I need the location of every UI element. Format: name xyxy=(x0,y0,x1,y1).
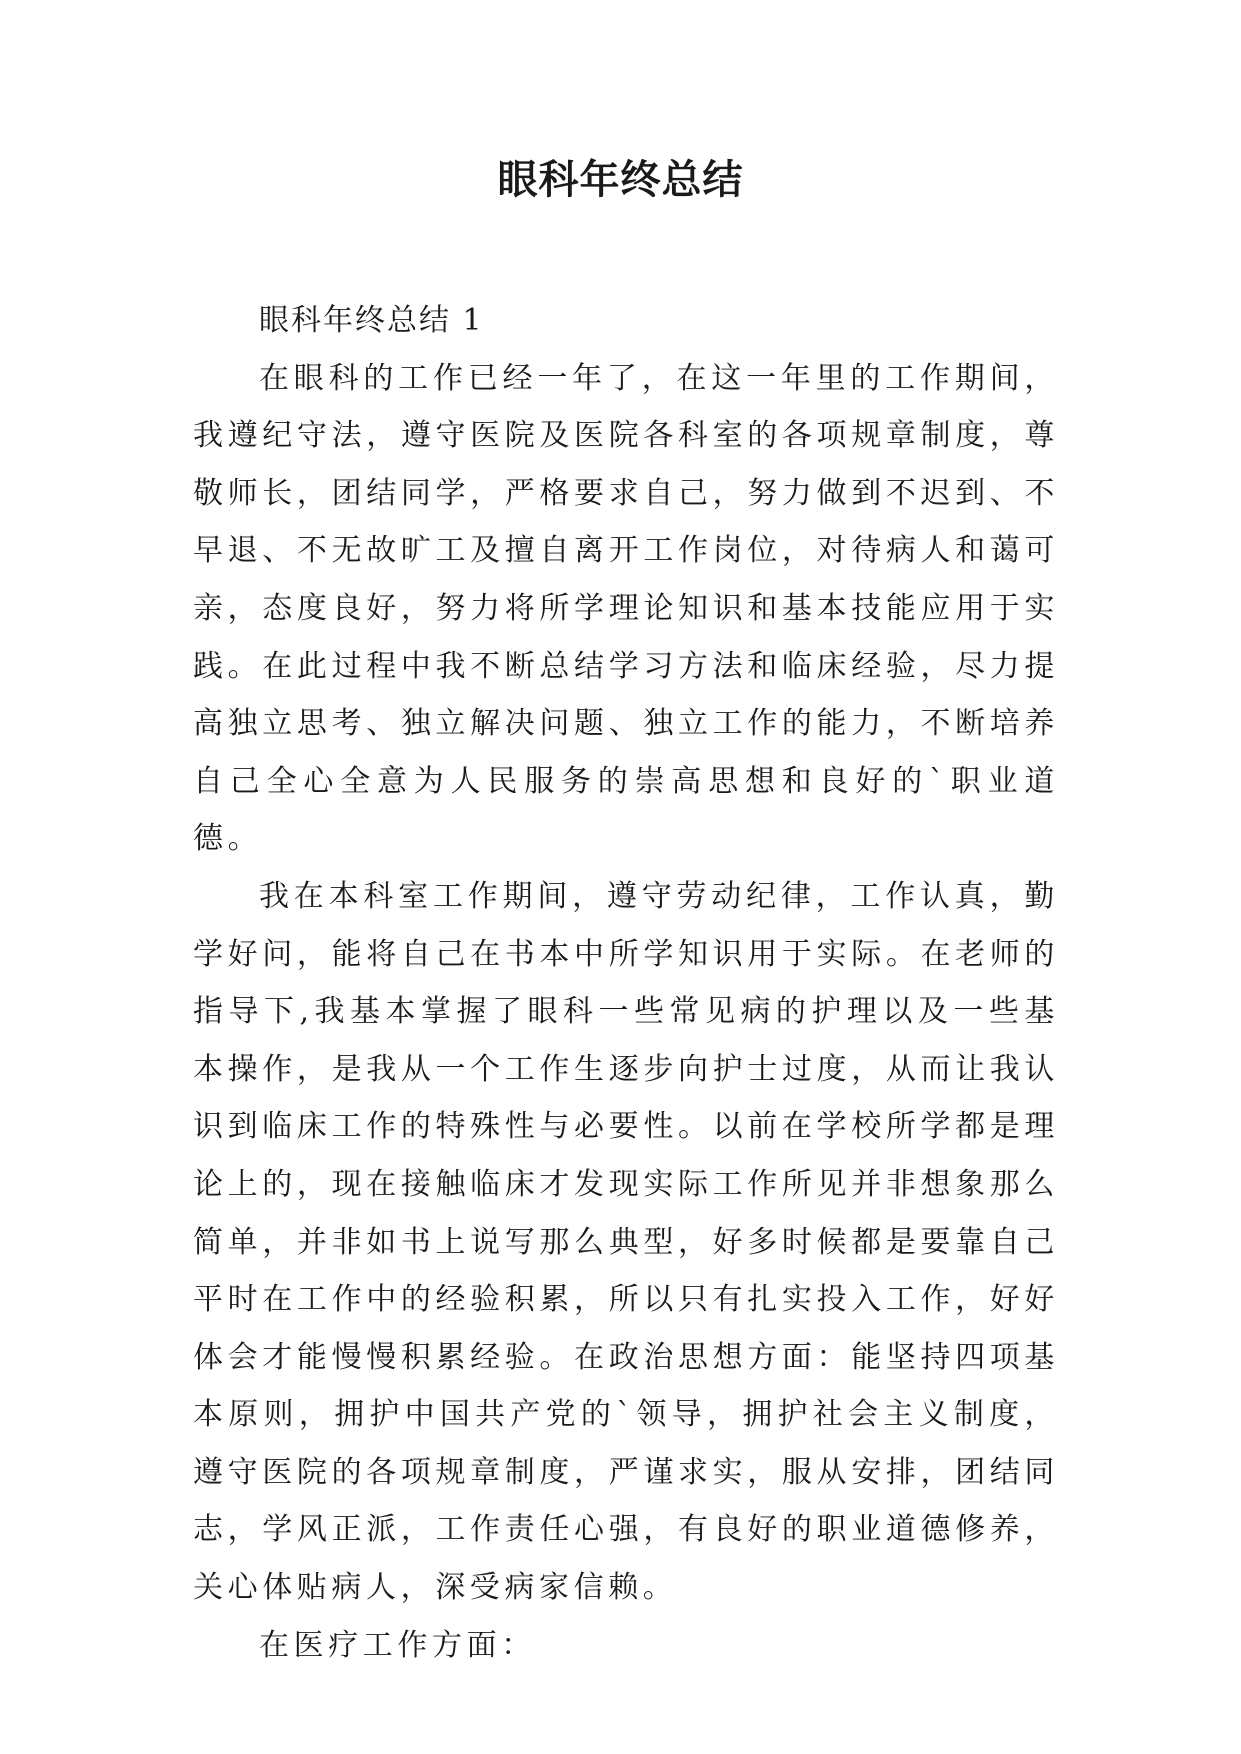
section-heading: 眼科年终总结 1 xyxy=(259,303,484,338)
document-body xyxy=(193,292,1059,1674)
body-paragraph-2: 我在本科室工作期间，遵守劳动纪律，工作认真，勤学好问，能将自己在书本中所学知识用于实际。在老师的指导下,我基本掌握了眼科一些常见病的护理以及一些基本操作，是我从一个工作生逐步向护士过度，从而让我认识到临床工作的特殊性与必要性。以前在学校所学都是理论上的，现在接触临床才发现实际工作所见并非想象那么简单，并非如书上说写那么典型，好多时候都是要靠自己平时在工作中的经验积累，所以只有扎实投入工作，好好体会才能慢慢积累经验。在政治思想方面：能坚持四项基本原则，拥护中国共产党的`领导，拥护社会主义制度，遵守医院的各项规章制度，严谨求实，服从安排，团结同志，学风正派，工作责任心强，有良好的职业道德修养，关心体贴病人，深受病家信赖。 xyxy=(193,878,1059,1606)
body-paragraph-3: 在医疗工作方面： xyxy=(259,1627,536,1663)
body-paragraph-1: 在眼科的工作已经一年了，在这一年里的工作期间，我遵纪守法，遵守医院及医院各科室的各项规章制度，尊敬师长，团结同学，严格要求自己，努力做到不迟到、不早退、不无故旷工及擅自离开工作岗位，对待病人和蔼可亲，态度良好，努力将所学理论知识和基本技能应用于实践。在此过程中我不断总结学习方法和临床经验，尽力提高独立思考、独立解决问题、独立工作的能力，不断培养自己全心全意为人民服务的崇高思想和良好的`职业道德。 xyxy=(193,360,1059,857)
document-title: 眼科年终总结 xyxy=(497,157,744,203)
